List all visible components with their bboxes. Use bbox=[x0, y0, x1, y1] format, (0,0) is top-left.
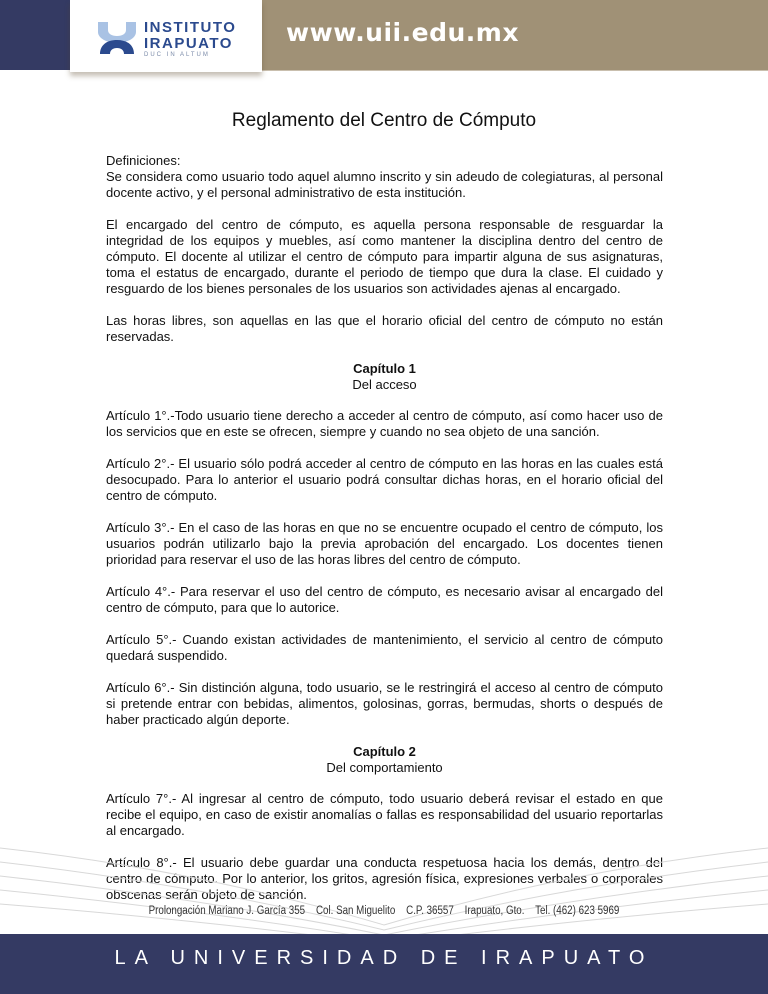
logo-line2: IRAPUATO bbox=[144, 35, 233, 52]
footer-slogan: LA UNIVERSIDAD DE IRAPUATO bbox=[114, 947, 654, 969]
paragraph-horas-libres: Las horas libres, son aquellas en las que el horario oficial del centro de cómputo no están reservadas. bbox=[106, 313, 663, 344]
institution-logo bbox=[70, 0, 262, 72]
chapter-subtitle: Del comportamiento bbox=[326, 760, 443, 775]
article: Artículo 2°.- El usuario sólo podrá acceder al centro de cómputo en las horas en las cuales está desocupado. Para lo anterior el usuario podrá consultar dichas horas, en el horario oficial del centro de cómputo. bbox=[106, 456, 663, 503]
chapter-heading bbox=[106, 361, 663, 393]
paragraph-definitions: Definiciones: Se considera como usuario todo aquel alumno inscrito y sin adeudo de colegiaturas, al personal docente activo, y el personal administrativo de esta institución. bbox=[106, 153, 663, 200]
article: Artículo 5°.- Cuando existan actividades de mantenimiento, el servicio al centro de cómputo quedará suspendido. bbox=[106, 632, 663, 663]
chapter-subtitle: Del acceso bbox=[352, 377, 417, 392]
logo-figure-icon bbox=[96, 20, 138, 56]
document-body bbox=[106, 153, 663, 919]
header-navy-block bbox=[0, 0, 70, 70]
website-url: www.uii.edu.mx bbox=[286, 18, 519, 47]
header-band bbox=[262, 0, 768, 71]
article: Artículo 7°.- Al ingresar al centro de cómputo, todo usuario deberá revisar el estado en que recibe el equipo, en caso de existir anomalías o fallas es responsabilidad del usuario reportarlas al encargado. bbox=[106, 791, 663, 838]
logo-line1: INSTITUTO bbox=[144, 19, 237, 36]
article: Artículo 1°.-Todo usuario tiene derecho a acceder al centro de cómputo, así como hacer uso de los servicios que en este se ofrecen, siempre y cuando no sea objeto de una sanción. bbox=[106, 408, 663, 439]
chapter-title: Capítulo 1 bbox=[353, 361, 416, 376]
article: Artículo 4°.- Para reservar el uso del centro de cómputo, es necesario avisar al encargado del centro de cómputo, para que lo autorice. bbox=[106, 584, 663, 615]
footer-address: Prolongación Mariano J. García 355 Col. San Miguelito C.P. 36557 Irapuato, Gto. Tel. (462) 623 5969 bbox=[148, 905, 620, 917]
article: Artículo 6°.- Sin distinción alguna, todo usuario, se le restringirá el acceso al centro de cómputo si pretende entrar con bebidas, alimentos, golosinas, gorras, bermudas, shorts o después de haber practicado algún deporte. bbox=[106, 680, 663, 727]
chapter-title: Capítulo 2 bbox=[353, 744, 416, 759]
paragraph-encargado: El encargado del centro de cómputo, es aquella persona responsable de resguardar la integridad de los equipos y muebles, así como mantener la disciplina dentro del centro de cómputo. El docente al utilizar el centro de cómputo para impartir alguna de sus asignaturas, toma el estatus de encargado, durante el periodo de tiempo que dura la clase. El cuidado y resguardo de los bienes personales de los usuarios son actividades ajenas al encargado. bbox=[106, 217, 663, 296]
article: Artículo 8°.- El usuario debe guardar una conducta respetuosa hacia los demás, dentro del centro de cómputo. Por lo anterior, los gritos, agresión física, expresiones verbales o corporales obscenas serán objeto de sanción. bbox=[106, 855, 663, 902]
article: Artículo 3°.- En el caso de las horas en que no se encuentre ocupado el centro de cómputo, los usuarios podrán utilizarlo bajo la previa aprobación del encargado. Los docentes tienen prioridad para reservar el uso de las horas libres del centro de cómputo. bbox=[106, 520, 663, 567]
logo-motto: DUC IN ALTUM bbox=[144, 52, 210, 58]
chapter-heading bbox=[106, 744, 663, 776]
document-title: Reglamento del Centro de Cómputo bbox=[231, 110, 537, 131]
